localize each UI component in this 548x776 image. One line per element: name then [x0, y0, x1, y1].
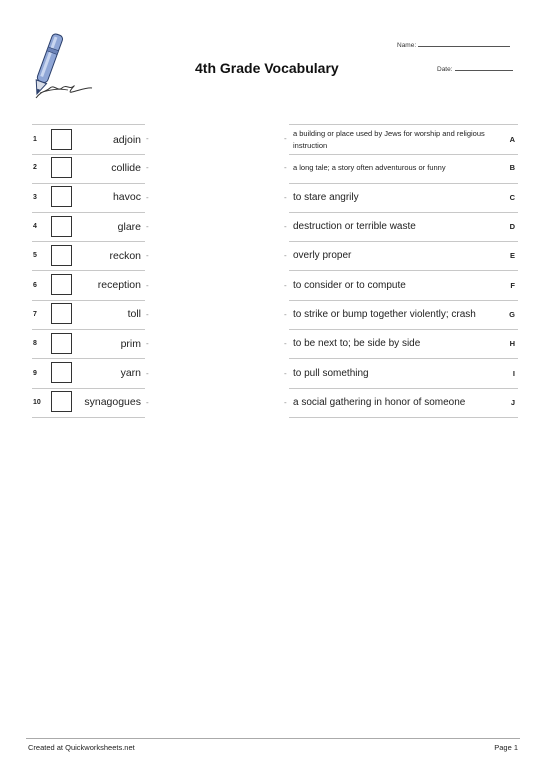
definition-dash: - [284, 251, 287, 261]
term-dash: - [146, 368, 149, 378]
vocabulary-word: yarn [120, 367, 141, 380]
item-number: 10 [33, 398, 41, 406]
definition-dash: - [284, 309, 287, 319]
matching-row-2 [32, 153, 518, 182]
term-dash: - [146, 251, 149, 261]
name-blank-line[interactable] [418, 40, 510, 47]
name-field[interactable] [397, 40, 510, 49]
answer-box[interactable] [51, 391, 72, 412]
matching-row-8 [32, 329, 518, 358]
matching-row-6 [32, 270, 518, 299]
definition-cell [289, 212, 518, 242]
matching-row-5 [32, 241, 518, 270]
definition-text: a social gathering in honor of someone [293, 396, 466, 408]
vocabulary-word: prim [120, 337, 141, 350]
answer-box[interactable] [51, 362, 72, 383]
definition-dash: - [284, 222, 287, 232]
term-cell [32, 270, 145, 300]
definition-dash: - [284, 397, 287, 407]
term-dash: - [146, 192, 149, 202]
definition-dash: - [284, 339, 287, 349]
definition-letter: I [512, 368, 515, 378]
definition-letter: A [509, 135, 515, 145]
answer-box[interactable] [51, 129, 72, 150]
definition-cell [289, 241, 518, 271]
pen-signature-icon [28, 30, 98, 102]
definition-text: to consider or to compute [293, 279, 406, 291]
item-number: 9 [33, 369, 37, 377]
answer-box[interactable] [51, 333, 72, 354]
term-cell [32, 183, 145, 213]
item-number: 7 [33, 310, 37, 318]
vocabulary-word: havoc [112, 191, 141, 204]
definition-text: overly proper [293, 250, 352, 262]
definition-letter: H [509, 339, 515, 349]
definition-text: to be next to; be side by side [293, 338, 421, 350]
matching-row-4 [32, 212, 518, 241]
term-dash: - [146, 222, 149, 232]
definition-cell [289, 358, 518, 388]
definition-cell [289, 300, 518, 330]
definition-letter: G [509, 309, 515, 319]
date-blank-line[interactable] [455, 64, 513, 71]
term-cell [32, 358, 145, 388]
footer-credit: Created at Quickworksheets.net [28, 743, 135, 752]
definition-cell [289, 270, 518, 300]
item-number: 1 [33, 136, 37, 144]
answer-box[interactable] [51, 157, 72, 178]
term-dash: - [146, 134, 149, 144]
vocabulary-word: reception [97, 279, 141, 292]
term-dash: - [146, 339, 149, 349]
item-number: 6 [33, 281, 37, 289]
definition-dash: - [284, 163, 287, 173]
definition-letter: J [510, 397, 515, 407]
page-title: 4th Grade Vocabulary [195, 60, 339, 76]
term-cell [32, 388, 145, 418]
definition-letter: D [509, 222, 515, 232]
item-number: 3 [33, 193, 37, 201]
item-number: 4 [33, 223, 37, 231]
answer-box[interactable] [51, 186, 72, 207]
matching-row-7 [32, 300, 518, 329]
definition-text: destruction or terrible waste [293, 221, 416, 233]
term-cell [32, 153, 145, 183]
vocabulary-word: glare [117, 220, 141, 233]
date-field[interactable] [437, 64, 513, 73]
term-dash: - [146, 280, 149, 290]
matching-row-3 [32, 183, 518, 212]
definition-dash: - [284, 192, 287, 202]
definition-dash: - [284, 280, 287, 290]
definition-letter: B [509, 163, 515, 173]
item-number: 8 [33, 340, 37, 348]
matching-row-10 [32, 388, 518, 417]
answer-box[interactable] [51, 303, 72, 324]
date-label: Date: [437, 66, 453, 73]
definition-cell [289, 388, 518, 418]
definition-text: a long tale; a story often adventurous or funny [293, 163, 446, 173]
item-number: 2 [33, 164, 37, 172]
answer-box[interactable] [51, 245, 72, 266]
vocabulary-word: synagogues [84, 396, 141, 409]
definition-letter: C [509, 192, 515, 202]
item-number: 5 [33, 252, 37, 260]
term-cell [32, 329, 145, 359]
answer-box[interactable] [51, 216, 72, 237]
name-label: Name: [397, 42, 417, 49]
definition-cell [289, 329, 518, 359]
term-dash: - [146, 163, 149, 173]
definition-text: a building or place used by Jews for worship and religious instruction [293, 129, 485, 150]
definition-text: to strike or bump together violently; crash [293, 308, 476, 320]
definition-letter: F [510, 280, 515, 290]
matching-row-1 [32, 124, 518, 153]
definition-letter: E [509, 251, 515, 261]
term-cell [32, 212, 145, 242]
matching-row-9 [32, 358, 518, 387]
definition-cell [289, 183, 518, 213]
vocabulary-word: collide [111, 161, 141, 174]
vocabulary-matching-list [32, 124, 518, 417]
footer-divider [26, 738, 520, 739]
vocabulary-word: reckon [109, 249, 141, 262]
vocabulary-word: toll [127, 308, 141, 321]
definition-cell [289, 153, 518, 183]
term-dash: - [146, 397, 149, 407]
term-cell [32, 124, 145, 155]
answer-box[interactable] [51, 274, 72, 295]
vocabulary-word: adjoin [112, 133, 141, 146]
definition-text: to pull something [293, 367, 369, 379]
page-number: Page 1 [494, 743, 518, 752]
definition-dash: - [284, 134, 287, 144]
definition-dash: - [284, 368, 287, 378]
term-cell [32, 241, 145, 271]
definition-text: to stare angrily [293, 191, 359, 203]
term-cell [32, 300, 145, 330]
definition-cell [289, 124, 518, 155]
term-dash: - [146, 309, 149, 319]
